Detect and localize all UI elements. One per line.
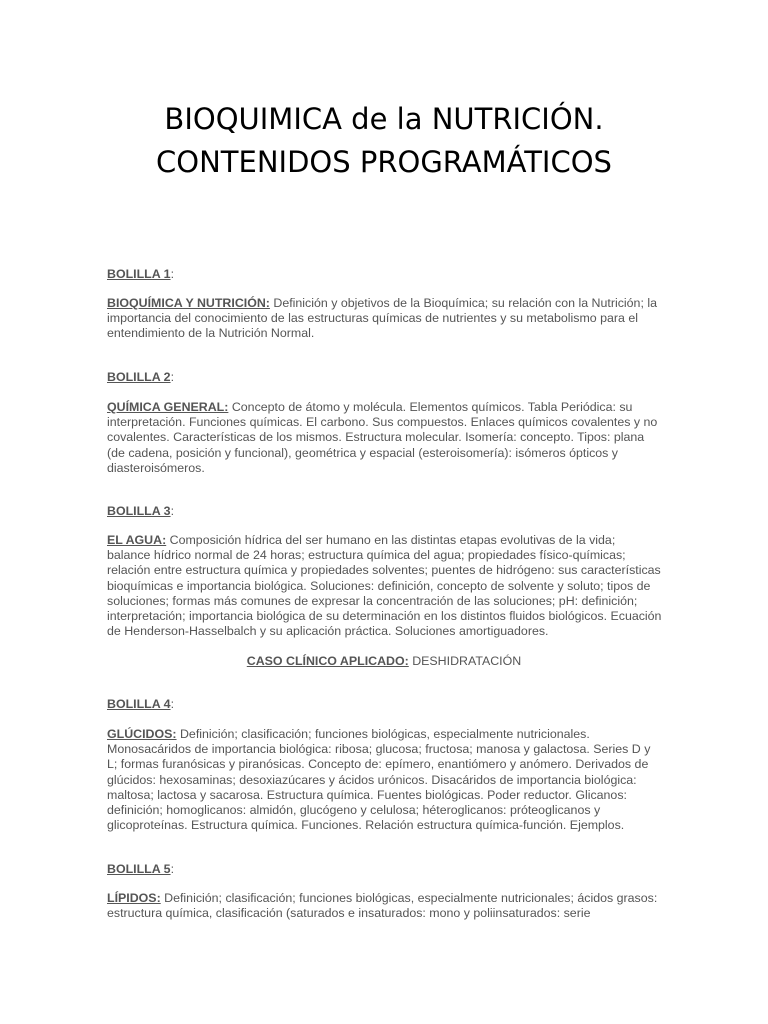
section-2-heading: QUÍMICA GENERAL: <box>107 400 229 414</box>
section-2-body: Concepto de átomo y molécula. Elementos químicos. Tabla Periódica: su interpretación. Funciones químicas. El carbono. Sus compuestos. Enlaces químicos covalentes y no covalentes. Características de los mismos. Estructura molecular. Isomería: concepto. Tipos: plana (de cadena, posición y funcional), geométrica y espacial (esteroisomería): isómeros ópticos y diasteroisómeros. <box>107 400 658 475</box>
bolilla-5-colon: : <box>170 862 175 876</box>
bolilla-1-heading: BOLILLA 1 <box>107 267 171 281</box>
bolilla-2-heading: BOLILLA 2 <box>107 370 171 384</box>
caso-clinico-line <box>0 654 768 669</box>
caso-clinico-heading: CASO CLÍNICO APLICADO: <box>246 654 409 668</box>
section-5-label <box>107 862 662 877</box>
bolilla-5-heading: BOLILLA 5 <box>107 862 171 876</box>
section-4-label <box>107 697 662 712</box>
bolilla-4-heading: BOLILLA 4 <box>107 697 171 711</box>
caso-clinico-body: DESHIDRATACIÓN <box>408 654 522 668</box>
section-1-label <box>107 267 662 282</box>
section-1-paragraph <box>107 296 662 342</box>
bolilla-2-colon: : <box>170 370 175 384</box>
section-4-body: Definición; clasificación; funciones biológicas, especialmente nutricionales. Monosacáridos de importancia biológica: ribosa; glucosa; fructosa; manosa y galactosa. Series D y L; formas furanósicas y piranósicas. Concepto de: epímero, enantiómero y anómero. Derivados de glúcidos: hexosaminas; desoxiazúcares y ácidos urónicos. Disacáridos de importancia biológica: maltosa; lactosa y sacarosa. Estructura química. Fuentes biológicas. Poder reductor. Glicanos: definición; homoglicanos: almidón, glucógeno y celulosa; héteroglicanos: próteoglicanos y glicoproteínas. Estructura química. Funciones. Relación estructura química-función. Ejemplos. <box>107 727 651 833</box>
section-4-paragraph <box>107 727 662 833</box>
section-2-paragraph <box>107 400 662 476</box>
section-5-paragraph <box>107 891 662 921</box>
section-4-heading: GLÚCIDOS: <box>107 727 177 741</box>
section-1-heading: BIOQUÍMICA Y NUTRICIÓN: <box>107 296 270 310</box>
section-3-heading: EL AGUA: <box>107 533 167 547</box>
section-3-body: Composición hídrica del ser humano en las distintas etapas evolutivas de la vida; balance hídrico normal de 24 horas; estructura química del agua; propiedades físico-químicas; relación entre estructura química y propiedades solventes; puentes de hidrógeno: sus características bioquímicas e importancia biológica. Soluciones: definición, concepto de solvente y soluto; tipos de soluciones; formas más comunes de expresar la concentración de las soluciones; pH: definición; interpretación; importancia biológica de su determinación en los distintos fluidos biológicos. Ecuación de Henderson-Hasselbalch y su aplicación práctica. Soluciones amortiguadores. <box>107 533 662 639</box>
bolilla-4-colon: : <box>170 697 175 711</box>
document-title-line-1: BIOQUIMICA de la NUTRICIÓN. <box>164 102 604 136</box>
bolilla-1-colon: : <box>170 267 175 281</box>
section-2-label <box>107 370 662 385</box>
section-5-body: Definición; clasificación; funciones biológicas, especialmente nutricionales; ácidos grasos: estructura química, clasificación (saturados e insaturados: mono y poliinsaturados: serie <box>107 891 658 921</box>
section-3-label <box>107 504 662 519</box>
bolilla-3-heading: BOLILLA 3 <box>107 504 171 518</box>
section-5-heading: LÍPIDOS: <box>107 891 161 905</box>
document-title-line-2: CONTENIDOS PROGRAMÁTICOS <box>156 145 612 179</box>
section-1-body: Definición y objetivos de la Bioquímica; su relación con la Nutrición; la importancia del conocimiento de las estructuras químicas de nutrientes y su metabolismo para el entendimiento de la Nutrición Normal. <box>107 296 657 341</box>
section-3-paragraph <box>107 533 662 639</box>
bolilla-3-colon: : <box>170 504 175 518</box>
